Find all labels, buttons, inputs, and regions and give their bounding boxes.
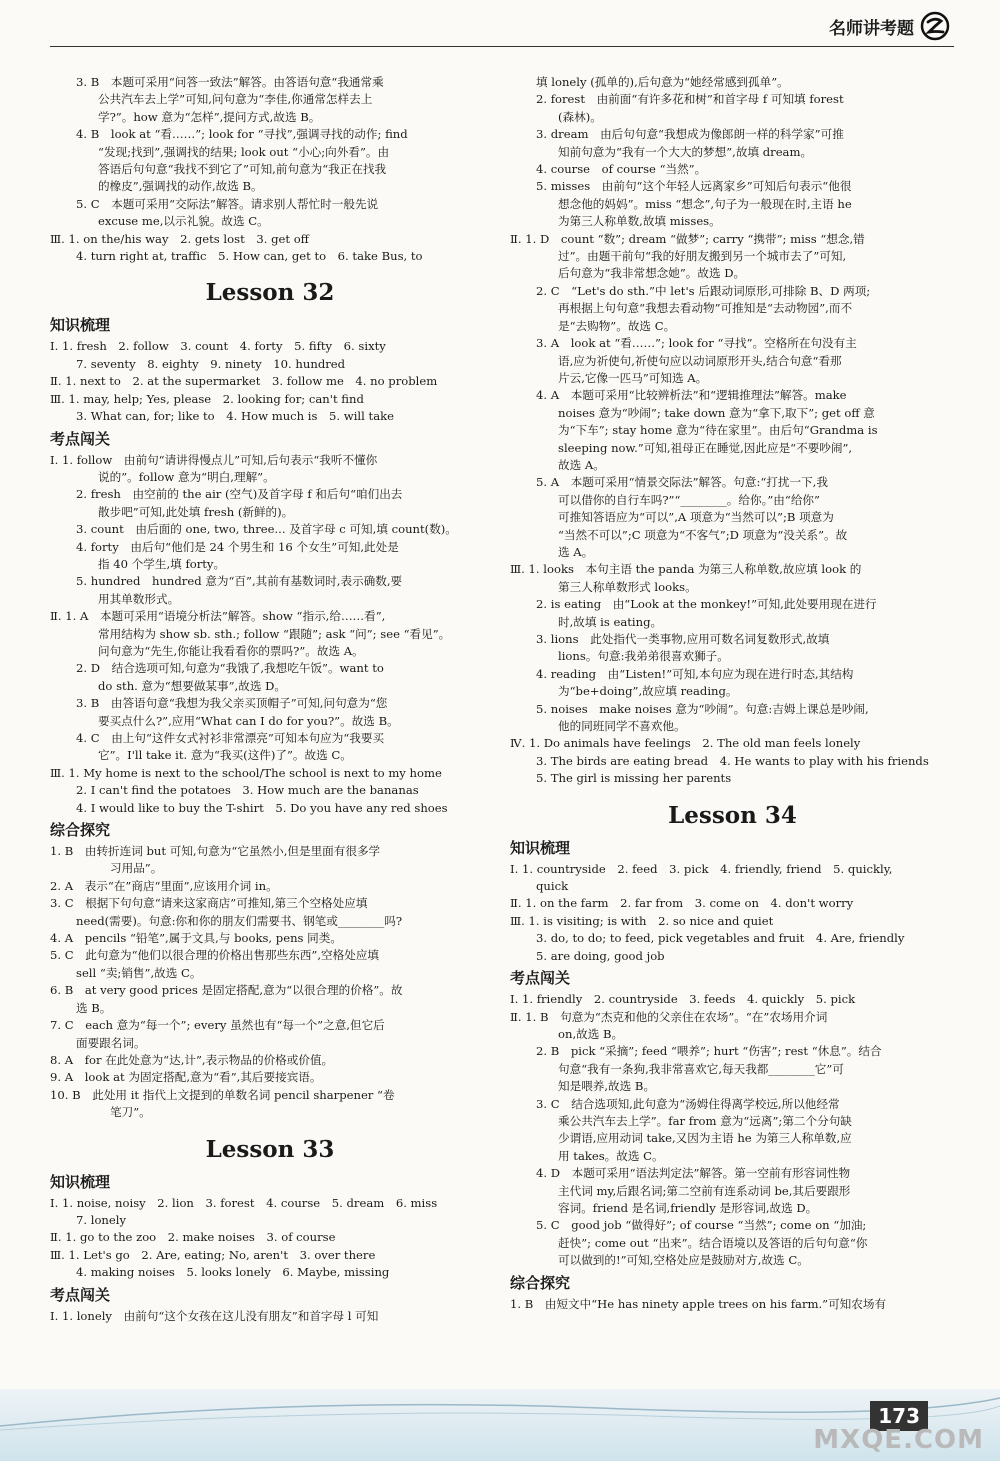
answer-line: 片云,它像一匹马”可知选 A。 — [558, 370, 708, 385]
answer-line: 3. What can, for; like to 4. How much is 5. will take — [76, 409, 394, 424]
answer-line: Ⅲ. 1. Let's go 2. Are, eating; No, aren't 3. over there — [50, 1247, 376, 1262]
answer-line: need(需要)。句意:你和你的朋友们需要书、钢笔或________吗? — [76, 913, 403, 928]
answer-line: 3. dream 由后句句意“我想成为像郎朗一样的科学家”可推 — [536, 127, 844, 142]
answer-line: 5. noises make noises 意为“吵闹”。句意:吉姆上课总是吵闹, — [536, 701, 869, 716]
answer-line: 为“be+doing”,故应填 reading。 — [558, 684, 738, 699]
answer-line: 选 A。 — [558, 544, 594, 559]
section-heading: 考点闯关 — [510, 969, 571, 988]
header-title: 名师讲考题 — [829, 18, 914, 39]
answer-line: Ⅰ. 1. follow 由前句“请讲得慢点儿”可知,后句表示“我听不懂你 — [50, 452, 378, 467]
answer-line: Ⅲ. 1. My home is next to the school/The school is next to my home — [50, 765, 442, 780]
answer-line: 故选 A。 — [558, 457, 605, 472]
answer-line: 面要跟名词。 — [76, 1035, 146, 1050]
answer-line: 常用结构为 show sb. sth.; follow “跟随”; ask “问”; see “看见”。 — [98, 626, 451, 641]
answer-line: Ⅰ. 1. countryside 2. feed 3. pick 4. friendly, friend 5. quickly, — [510, 861, 893, 876]
answer-line: 3. C 根据下句句意“请来这家商店”可推知,第三个空格处应填 — [50, 896, 368, 911]
answer-line: 4. A 本题可采用“比较辨析法”和“逻辑推理法”解答。make — [536, 388, 847, 403]
answer-line: 2. A 表示“在”商店“里面”,应该用介词 in。 — [50, 878, 278, 893]
answer-line: 5. are doing, good job — [536, 948, 665, 963]
answer-line: 时,故填 is eating。 — [558, 614, 663, 629]
answer-line: 答语后句句意“我找不到它了”可知,前句意为“我正在找我 — [98, 162, 387, 177]
section-heading: 考点闯关 — [50, 1285, 111, 1304]
answer-line: 可以借你的自行车吗?”“________。给你。”由“给你” — [558, 492, 820, 507]
answer-line: 4. D 本题可采用“语法判定法”解答。第一空前有形容词性物 — [536, 1166, 851, 1181]
answer-line: sleeping now.”可知,祖母正在睡觉,因此应是“不要吵闹”, — [558, 440, 853, 455]
answer-line: Ⅲ. 1. on the/his way 2. gets lost 3. get off — [50, 231, 309, 246]
answer-line: 5. The girl is missing her parents — [536, 771, 732, 786]
answer-line: 可推知答语应为“可以”,A 项意为“当然可以”;B 项意为 — [558, 510, 834, 525]
answer-line: Ⅰ. 1. lonely 由前句“这个女孩在这儿没有朋友”和首字母 l 可知 — [50, 1308, 379, 1323]
answer-line: (森林)。 — [558, 109, 602, 124]
answer-line: excuse me,以示礼貌。故选 C。 — [98, 214, 269, 229]
answer-line: 4. making noises 5. looks lonely 6. Maybe, missing — [76, 1265, 390, 1280]
answer-line: quick — [536, 879, 569, 894]
answer-line: sell “卖;销售”,故选 C。 — [76, 965, 202, 980]
answer-line: 2. fresh 由空前的 the air (空气)及首字母 f 和后句“咱们出去 — [76, 487, 403, 502]
right-column — [510, 74, 955, 1313]
answer-line: Ⅳ. 1. Do animals have feelings 2. The old man feels lonely — [510, 736, 861, 751]
answer-line: 1. B 由短文中“He has ninety apple trees on his farm.”可知农场有 — [510, 1296, 887, 1311]
answer-line: 2. C “Let's do sth.”中 let's 后跟动词原形,可排除 B、D 两项; — [536, 283, 871, 298]
answer-line: 知前句意为“我有一个大大的梦想”,故填 dream。 — [558, 144, 813, 159]
answer-line: 乘公共汽车去上学”。far from 意为“远离”;第二个分句缺 — [558, 1113, 852, 1128]
answer-line: Ⅱ. 1. go to the zoo 2. make noises 3. of course — [50, 1230, 336, 1245]
header-divider — [50, 46, 954, 47]
answer-line: 4. turn right at, traffic 5. How can, get to 6. take Bus, to — [76, 249, 423, 264]
answer-line: 习用品”。 — [110, 861, 163, 876]
answer-line: Ⅰ. 1. noise, noisy 2. lion 3. forest 4. course 5. dream 6. miss — [50, 1195, 438, 1210]
answer-line: 5. C 本题可采用“交际法”解答。请求别人帮忙时一般先说 — [76, 196, 379, 211]
answer-line: 主代词 my,后跟名词;第二空前有连系动词 be,其后要跟形 — [558, 1183, 851, 1198]
answer-line: 2. B pick “采摘”; feed “喂养”; hurt “伤害”; rest “休息”。结合 — [536, 1044, 882, 1059]
answer-line: 8. A for 在此处意为“达,计”,表示物品的价格或价值。 — [50, 1052, 334, 1067]
answer-line: 3. B 本题可采用“问答一致法”解答。由答语句意“我通常乘 — [76, 75, 384, 89]
answer-line: 7. C each 意为“每一个”; every 虽然也有“每一个”之意,但它后 — [50, 1018, 385, 1033]
section-heading: 综合探究 — [50, 821, 111, 840]
answer-line: lions。句意:我弟弟很喜欢狮子。 — [558, 649, 729, 664]
answer-line: 4. course of course “当然”。 — [536, 162, 707, 177]
answer-line: 4. C 由上句“这件女式衬衫非常漂亮”可知本句应为“我要买 — [76, 731, 385, 745]
answer-line: 4. B look at “看……”; look for “寻找”,强调寻找的动作; find — [76, 127, 408, 142]
answer-line: Ⅲ. 1. looks 本句主语 the panda 为第三人称单数,故应填 look 的 — [510, 562, 862, 577]
answer-line: Ⅱ. 1. next to 2. at the supermarket 3. follow me 4. no problem — [50, 374, 438, 389]
answer-line: Ⅱ. 1. on the farm 2. far from 3. come on 4. don't worry — [510, 896, 854, 911]
answer-line: 后句意为“我非常想念她”。故选 D。 — [558, 266, 746, 281]
answer-line: 问句意为“先生,你能让我看看你的票吗?”。故选 A。 — [98, 643, 364, 658]
answer-line: 第三人称单数形式 looks。 — [558, 579, 697, 594]
answer-line: 他的同班同学不喜欢他。 — [558, 719, 686, 734]
answer-line: 用 takes。故选 C。 — [558, 1148, 664, 1163]
answer-line: 为第三人称单数,故填 misses。 — [558, 214, 721, 229]
page-header — [829, 6, 950, 46]
answer-line: 想念他的妈妈”。miss “想念”,句子为一般现在时,主语 he — [558, 196, 852, 211]
answer-line: 10. B 此处用 it 指代上文提到的单数名词 pencil sharpener “卷 — [50, 1087, 395, 1102]
answer-line: 2. D 结合选项可知,句意为“我饿了,我想吃午饭”。want to — [76, 661, 384, 676]
answer-line: 笔刀”。 — [110, 1105, 151, 1120]
answer-line: “当然不可以”;C 项意为“不客气”;D 项意为“没关系”。故 — [558, 527, 848, 542]
section-heading: 综合探究 — [510, 1273, 571, 1292]
answer-line: 4. forty 由后句“他们是 24 个男生和 16 个女生”可知,此处是 — [76, 539, 399, 554]
section-heading: 知识梳理 — [50, 316, 111, 335]
answer-line: 3. do, to do; to feed, pick vegetables and fruit 4. Are, friendly — [536, 931, 905, 946]
answer-line: 5. C 此句意为“他们以很合理的价格出售那些东西”,空格处应填 — [50, 948, 380, 963]
answer-line: 句意“我有一条狗,我非常喜欢它,每天我都________它”可 — [558, 1061, 844, 1076]
answer-line: 过”。由题干前句“我的好朋友搬到另一个城市去了”可知, — [558, 249, 847, 264]
answer-line: 要买点什么?”,应用“What can I do for you?”。故选 B。 — [98, 713, 399, 728]
answer-line: 知是喂养,故选 B。 — [558, 1079, 656, 1094]
answer-line: 6. B at very good prices 是固定搭配,意为“以很合理的价格”。故 — [50, 983, 403, 998]
answer-line: Ⅱ. 1. B 句意为“杰克和他的父亲住在农场”。“在”农场用介词 — [510, 1009, 828, 1024]
answer-line: 2. is eating 由“Look at the monkey!”可知,此处要用现在进行 — [536, 597, 877, 612]
answer-line: 容词。friend 是名词,friendly 是形容词,故选 D。 — [558, 1200, 818, 1215]
answer-line: 4. A pencils “铅笔”,属于文具,与 books, pens 同类。 — [50, 931, 342, 946]
section-heading: 知识梳理 — [510, 838, 571, 857]
answer-line: 5. A 本题可采用“情景交际法”解答。句意:“打扰一下,我 — [536, 475, 828, 490]
answer-line: 再根据上句句意“我想去看动物”可推知是“去动物园”,而不 — [558, 301, 853, 316]
answer-line: 3. A look at “看……”; look for “寻找”。空格所在句没有主 — [536, 336, 857, 351]
answer-line: noises 意为“吵闹”; take down 意为“拿下,取下”; get off 意 — [558, 405, 875, 420]
section-heading: 考点闯关 — [50, 429, 111, 448]
answer-line: 是“去购物”。故选 C。 — [558, 318, 676, 333]
section-heading: 知识梳理 — [50, 1172, 111, 1191]
answer-line: 4. reading 由“Listen!”可知,本句应为现在进行时态,其结构 — [536, 666, 854, 681]
answer-line: 1. B 由转折连词 but 可知,句意为“它虽然小,但是里面有很多学 — [50, 844, 381, 859]
answer-line: 为“下车”; stay home 意为“待在家里”。由后句“Grandma is — [558, 423, 878, 438]
answer-line: 3. The birds are eating bread 4. He wants to play with his friends — [536, 753, 929, 768]
answer-line: 2. forest 由前面“有许多花和树”和首字母 f 可知填 forest — [536, 92, 844, 107]
answer-line: 填 lonely (孤单的),后句意为“她经常感到孤单”。 — [536, 75, 789, 89]
answer-line: 赶快”; come out “出来”。结合语境以及答语的后句句意“你 — [558, 1235, 868, 1250]
answer-line: 2. I can't find the potatoes 3. How much are the bananas — [76, 783, 419, 798]
answer-line: Ⅱ. 1. D count “数”; dream “做梦”; carry “携带”; miss “想念,错 — [510, 231, 865, 246]
answer-line: 5. hundred hundred 意为“百”,其前有基数词时,表示确数,要 — [76, 574, 403, 589]
answer-line: 可以做到的!”可知,空格处应是鼓励对方,故选 C。 — [558, 1253, 809, 1268]
answer-line: 3. C 结合选项知,此句意为“汤姆住得离学校远,所以他经常 — [536, 1096, 840, 1111]
answer-line: 少谓语,应用动词 take,又因为主语 he 为第三人称单数,应 — [558, 1131, 852, 1146]
answer-line: 9. A look at 为固定搭配,意为“看”,其后要接宾语。 — [50, 1070, 322, 1085]
answer-line: 3. B 由答语句意“我想为我父亲买顶帽子”可知,问句意为“您 — [76, 696, 388, 711]
answer-line: 5. misses 由前句“这个年轻人远离家乡”可知后句表示“他很 — [536, 179, 852, 194]
brand-logo-icon — [920, 11, 950, 41]
answer-line: 7. seventy 8. eighty 9. ninety 10. hundred — [76, 356, 346, 371]
answer-line: Ⅲ. 1. is visiting; is with 2. so nice and quiet — [510, 913, 774, 928]
answer-line: 3. lions 此处指代一类事物,应用可数名词复数形式,故填 — [536, 632, 830, 646]
site-watermark: MXQE.COM — [813, 1425, 984, 1455]
answer-line: Ⅰ. 1. fresh 2. follow 3. count 4. forty 5. fifty 6. sixty — [50, 339, 386, 354]
lesson-heading: Lesson 33 — [205, 1135, 335, 1163]
answer-line: “发现;找到”,强调找的结果; look out “小心;向外看”。由 — [98, 144, 390, 159]
answer-line: do sth. 意为“想要做某事”,故选 D。 — [98, 678, 286, 693]
answer-line: 它”。I'll take it. 意为“我买(这件)了”。故选 C。 — [98, 748, 352, 763]
answer-line: 指 40 个学生,填 forty。 — [98, 556, 226, 571]
left-column — [50, 74, 490, 1325]
answer-line: 选 B。 — [76, 1000, 112, 1015]
lesson-heading: Lesson 34 — [668, 801, 797, 829]
lesson-heading: Lesson 32 — [205, 279, 335, 307]
answer-line: 4. I would like to buy the T-shirt 5. Do you have any red shoes — [76, 800, 448, 815]
page-number: 173 — [870, 1401, 928, 1431]
answer-line: 3. count 由后面的 one, two, three... 及首字母 c 可知,填 count(数)。 — [76, 522, 457, 537]
answer-line: Ⅰ. 1. friendly 2. countryside 3. feeds 4. quickly 5. pick — [510, 992, 856, 1007]
answer-line: 语,应为祈使句,祈使句应以动词原形开头,结合句意“看那 — [558, 353, 842, 368]
answer-line: 的橡皮”,强调找的动作,故选 B。 — [98, 179, 263, 194]
answer-line: 散步吧”可知,此处填 fresh (新鲜的)。 — [98, 504, 294, 519]
answer-line: Ⅱ. 1. A 本题可采用“语境分析法”解答。show “指示,给……看”, — [50, 609, 386, 624]
answer-line: 说的”。follow 意为“明白,理解”。 — [98, 469, 275, 484]
answer-line: 公共汽车去上学”可知,问句意为“李佳,你通常怎样去上 — [98, 92, 373, 107]
answer-line: 7. lonely — [76, 1212, 127, 1227]
answer-line: on,故选 B。 — [558, 1026, 624, 1041]
answer-line: Ⅲ. 1. may, help; Yes, please 2. looking for; can't find — [50, 391, 364, 406]
answer-line: 用其单数形式。 — [98, 591, 180, 606]
answer-line: 学?”。how 意为“怎样”,提问方式,故选 B。 — [98, 109, 321, 124]
answer-line: 5. C good job “做得好”; of course “当然”; come on “加油; — [536, 1218, 867, 1233]
